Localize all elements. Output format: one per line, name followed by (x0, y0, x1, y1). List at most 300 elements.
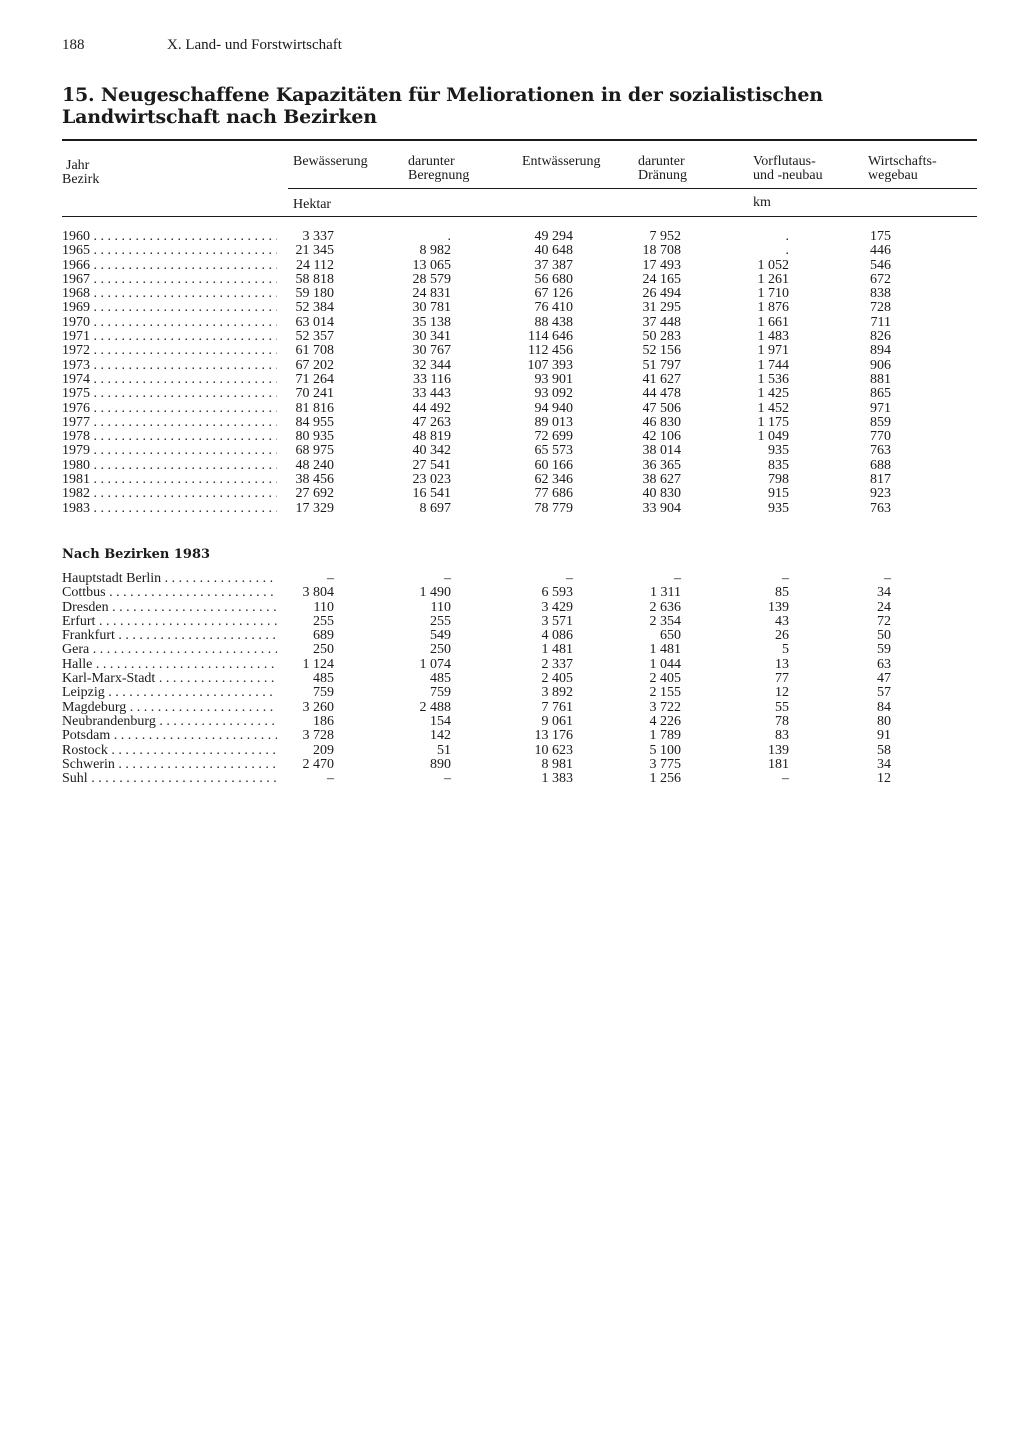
table-cell: 34 (877, 585, 891, 601)
table-cell: – (884, 571, 891, 586)
table-cell: 47 (877, 671, 891, 687)
table-cell: 52 156 (642, 343, 681, 359)
header-bottom-rule (62, 216, 977, 217)
table-cell: 21 345 (295, 243, 334, 259)
row-label: Erfurt . . . (62, 615, 277, 629)
table-cell: 62 346 (534, 472, 573, 488)
row-label: Dresden . . . (62, 601, 277, 615)
table-cell: 549 (430, 628, 451, 644)
table-cell: 18 708 (642, 243, 681, 259)
table-cell: 31 295 (642, 300, 681, 316)
table-cell: 894 (870, 343, 891, 359)
table-cell: 48 819 (412, 429, 451, 445)
table-cell: 47 506 (642, 400, 681, 416)
table-cell: 76 410 (534, 300, 573, 316)
table-cell: 110 (430, 599, 451, 615)
table-cell: 37 387 (534, 257, 573, 273)
table-cell: 88 438 (534, 314, 573, 330)
table-cell: 1 789 (649, 728, 681, 744)
row-label: 1960 . . . (62, 230, 277, 244)
table-cell: 826 (870, 329, 891, 345)
row-label: Leipzig . . . (62, 686, 277, 700)
table-cell: 5 (782, 642, 789, 658)
table-cell: 1 876 (757, 300, 789, 316)
table-cell: 112 456 (528, 343, 573, 359)
section-title: Nach Bezirken 1983 (62, 547, 211, 562)
row-label: Rostock . . . (62, 744, 277, 758)
table-cell: 33 116 (413, 371, 451, 387)
table-cell: – (566, 571, 573, 586)
table-cell: 8 982 (419, 243, 451, 259)
table-cell: 114 646 (528, 329, 573, 345)
table-cell: 32 344 (412, 357, 451, 373)
header-row-label-2: Bezirk (62, 172, 100, 187)
table-cell: 1 256 (649, 771, 681, 787)
table-cell: 70 241 (295, 386, 334, 402)
table-cell: 4 086 (541, 628, 573, 644)
table-row (62, 758, 977, 772)
table-cell: 37 448 (642, 314, 681, 330)
table-cell: 27 692 (295, 486, 334, 502)
header-darunter-1: darunter (408, 154, 455, 169)
unit-rule (288, 188, 977, 189)
table-cell: 186 (313, 713, 334, 729)
table-row (62, 402, 977, 416)
unit-km: km (753, 195, 771, 210)
table-cell: 38 014 (642, 443, 681, 459)
row-label: 1977 . . . (62, 416, 277, 430)
row-label: 1972 . . . (62, 344, 277, 358)
table-cell: 40 342 (412, 443, 451, 459)
table-cell: . (785, 229, 789, 244)
table-cell: 759 (430, 685, 451, 701)
table-cell: 51 (437, 742, 451, 758)
table-row (62, 629, 977, 643)
table-row (62, 287, 977, 301)
table-cell: – (782, 771, 789, 787)
table-cell: 46 830 (642, 414, 681, 430)
row-label: Cottbus . . . (62, 586, 277, 600)
table-cell: 67 126 (534, 286, 573, 302)
table-row (62, 430, 977, 444)
row-label: 1981 . . . (62, 473, 277, 487)
table-cell: 1 175 (757, 414, 789, 430)
table-cell: 94 940 (534, 400, 573, 416)
table-cell: 16 541 (412, 486, 451, 502)
row-label: 1966 . . . (62, 259, 277, 273)
table-cell: 3 260 (302, 699, 334, 715)
table-cell: 65 573 (534, 443, 573, 459)
table-cell: 24 (877, 599, 891, 615)
row-label: 1967 . . . (62, 273, 277, 287)
table-cell: 3 571 (541, 613, 573, 629)
table-cell: 33 443 (412, 386, 451, 402)
table-cell: 817 (870, 472, 891, 488)
table-cell: 3 728 (302, 728, 334, 744)
table-cell: 41 627 (642, 371, 681, 387)
table-cell: 3 722 (649, 699, 681, 715)
table-cell: 55 (775, 699, 789, 715)
table-cell: 49 294 (534, 229, 573, 244)
table-cell: 798 (768, 472, 789, 488)
table-row (62, 729, 977, 743)
table-cell: 1 490 (419, 585, 451, 601)
table-cell: 83 (775, 728, 789, 744)
row-label: Magdeburg . . . (62, 701, 277, 715)
table-cell: 77 (775, 671, 789, 687)
table-cell: 688 (870, 457, 891, 473)
table-cell: 1 049 (757, 429, 789, 445)
table-cell: – (444, 771, 451, 787)
table-cell: 43 (775, 613, 789, 629)
table-cell: 71 264 (295, 371, 334, 387)
table-title: 15. Neugeschaffene Kapazitäten für Meliorationen in der sozialistischen Landwirtschaft nach Bezirken (62, 84, 823, 128)
table-row (62, 373, 977, 387)
table-cell: 42 106 (642, 429, 681, 445)
table-cell: 923 (870, 486, 891, 502)
table-cell: 4 226 (649, 713, 681, 729)
table-cell: 255 (313, 613, 334, 629)
table-cell: – (674, 571, 681, 586)
table-cell: 971 (870, 400, 891, 416)
table-row (62, 615, 977, 629)
table-cell: 1 452 (757, 400, 789, 416)
table-cell: – (782, 571, 789, 586)
table-row (62, 230, 977, 244)
row-label: 1973 . . . (62, 359, 277, 373)
table-cell: 6 593 (541, 585, 573, 601)
row-label: 1980 . . . (62, 459, 277, 473)
table-row (62, 572, 977, 586)
table-cell: 89 013 (534, 414, 573, 430)
table-cell: 139 (768, 742, 789, 758)
header-darunter-2: darunter (638, 154, 685, 169)
table-cell: 1 383 (541, 771, 573, 787)
table-row (62, 658, 977, 672)
table-cell: 1 483 (757, 329, 789, 345)
table-cell: 68 975 (295, 443, 334, 459)
table-cell: 1 074 (419, 656, 451, 672)
table-cell: 30 341 (412, 329, 451, 345)
table-cell: 1 710 (757, 286, 789, 302)
table-cell: 17 329 (295, 500, 334, 516)
table-cell: 763 (870, 500, 891, 516)
row-label: 1976 . . . (62, 402, 277, 416)
table-cell: 250 (313, 642, 334, 658)
header-entwaesserung: Entwässerung (522, 154, 601, 169)
table-row (62, 316, 977, 330)
table-cell: 59 180 (295, 286, 334, 302)
table-cell: 85 (775, 585, 789, 601)
table-cell: 1 261 (757, 271, 789, 287)
row-label: 1974 . . . (62, 373, 277, 387)
table-cell: 61 708 (295, 343, 334, 359)
header-beregnung: Beregnung (408, 168, 470, 183)
row-label: 1983 . . . (62, 502, 277, 516)
table-cell: 24 831 (412, 286, 451, 302)
table-cell: 881 (870, 371, 891, 387)
table-cell: 1 044 (649, 656, 681, 672)
table-row (62, 344, 977, 358)
table-cell: 935 (768, 500, 789, 516)
table-cell: 209 (313, 742, 334, 758)
header-draenung: Dränung (638, 168, 687, 183)
table-cell: 78 (775, 713, 789, 729)
unit-hektar: Hektar (293, 197, 332, 212)
table-cell: 770 (870, 429, 891, 445)
row-label: Neubrandenburg . . . (62, 715, 277, 729)
table-cell: 5 100 (649, 742, 681, 758)
table-cell: 12 (775, 685, 789, 701)
table-cell: . (447, 229, 451, 244)
table-cell: 28 579 (412, 271, 451, 287)
table-cell: 24 165 (642, 271, 681, 287)
table-row (62, 601, 977, 615)
table-cell: 40 648 (534, 243, 573, 259)
table-cell: 3 337 (302, 229, 334, 244)
page-header (62, 37, 342, 54)
table-cell: 728 (870, 300, 891, 316)
table-cell: 52 357 (295, 329, 334, 345)
table-row (62, 301, 977, 315)
table-row (62, 502, 977, 516)
table-cell: 63 014 (295, 314, 334, 330)
table-cell: 906 (870, 357, 891, 373)
row-label: 1979 . . . (62, 444, 277, 458)
table-cell: 672 (870, 271, 891, 287)
table-cell: 93 901 (534, 371, 573, 387)
table-cell: 51 797 (642, 357, 681, 373)
table-cell: 139 (768, 599, 789, 615)
table-cell: 91 (877, 728, 891, 744)
table-cell: 1 744 (757, 357, 789, 373)
table-cell: 30 781 (412, 300, 451, 316)
table-cell: 250 (430, 642, 451, 658)
header-row-label-1: Jahr (66, 158, 90, 173)
table-cell: 2 155 (649, 685, 681, 701)
top-rule (62, 139, 977, 141)
table-cell: 154 (430, 713, 451, 729)
table-cell: 2 488 (419, 699, 451, 715)
table-cell: 17 493 (642, 257, 681, 273)
table-cell: 446 (870, 243, 891, 259)
row-label: Suhl . . . (62, 772, 277, 786)
table-cell: 711 (870, 314, 891, 330)
row-label: 1970 . . . (62, 316, 277, 330)
table-cell: 35 138 (412, 314, 451, 330)
table-cell: 81 816 (295, 400, 334, 416)
table-cell: 78 779 (534, 500, 573, 516)
table-cell: 1 971 (757, 343, 789, 359)
table-cell: 3 804 (302, 585, 334, 601)
table-cell: – (327, 571, 334, 586)
table-cell: 44 492 (412, 400, 451, 416)
table-cell: 890 (430, 756, 451, 772)
table-cell: 1 481 (541, 642, 573, 658)
table-cell: 763 (870, 443, 891, 459)
row-label: 1969 . . . (62, 301, 277, 315)
table-cell: 859 (870, 414, 891, 430)
table-cell: 8 981 (541, 756, 573, 772)
table-row (62, 772, 977, 786)
table-cell: 3 892 (541, 685, 573, 701)
table-cell: 26 (775, 628, 789, 644)
table-cell: 3 775 (649, 756, 681, 772)
row-label: 1975 . . . (62, 387, 277, 401)
table-cell: 13 176 (534, 728, 573, 744)
table-cell: 80 935 (295, 429, 334, 445)
table-cell: 52 384 (295, 300, 334, 316)
table-cell: 48 240 (295, 457, 334, 473)
table-cell: 63 (877, 656, 891, 672)
table-cell: 485 (430, 671, 451, 687)
header-vorflut-1: Vorflutaus- (753, 154, 816, 169)
districts-table (62, 572, 977, 786)
table-cell: 2 636 (649, 599, 681, 615)
table-cell: 24 112 (296, 257, 334, 273)
table-cell: 7 952 (649, 229, 681, 244)
table-row (62, 473, 977, 487)
header-bewaesserung: Bewässerung (293, 154, 368, 169)
table-row (62, 359, 977, 373)
table-cell: 10 623 (534, 742, 573, 758)
table-cell: . (785, 243, 789, 259)
row-label: 1978 . . . (62, 430, 277, 444)
table-cell: 835 (768, 457, 789, 473)
table-cell: 12 (877, 771, 891, 787)
table-cell: 50 283 (642, 329, 681, 345)
table-cell: – (444, 571, 451, 586)
row-label: Halle . . . (62, 658, 277, 672)
table-cell: 33 904 (642, 500, 681, 516)
table-cell: 2 354 (649, 613, 681, 629)
table-cell: 2 405 (541, 671, 573, 687)
table-cell: 650 (660, 628, 681, 644)
table-row (62, 259, 977, 273)
table-row (62, 686, 977, 700)
table-cell: 26 494 (642, 286, 681, 302)
row-label: Frankfurt . . . (62, 629, 277, 643)
table-cell: 84 (877, 699, 891, 715)
table-cell: 3 429 (541, 599, 573, 615)
row-label: 1968 . . . (62, 287, 277, 301)
table-cell: 1 481 (649, 642, 681, 658)
table-cell: 7 761 (541, 699, 573, 715)
table-cell: 50 (877, 628, 891, 644)
table-cell: 689 (313, 628, 334, 644)
table-cell: 181 (768, 756, 789, 772)
table-cell: 58 818 (295, 271, 334, 287)
table-cell: 1 425 (757, 386, 789, 402)
table-cell: 72 699 (534, 429, 573, 445)
table-cell: 36 365 (642, 457, 681, 473)
table-cell: 255 (430, 613, 451, 629)
table-cell: – (327, 771, 334, 787)
row-label: 1971 . . . (62, 330, 277, 344)
header-vorflut-2: und -neubau (753, 168, 823, 183)
row-label: Hauptstadt Berlin . . . (62, 572, 277, 586)
table-cell: 1 536 (757, 371, 789, 387)
row-label: Gera . . . (62, 643, 277, 657)
table-cell: 2 470 (302, 756, 334, 772)
table-row (62, 643, 977, 657)
table-cell: 2 337 (541, 656, 573, 672)
table-cell: 142 (430, 728, 451, 744)
row-label: Potsdam . . . (62, 729, 277, 743)
table-cell: 44 478 (642, 386, 681, 402)
table-cell: 60 166 (534, 457, 573, 473)
table-cell: 1 661 (757, 314, 789, 330)
table-cell: 865 (870, 386, 891, 402)
table-cell: 485 (313, 671, 334, 687)
header-wirtschaft-2: wegebau (868, 168, 918, 183)
table-cell: 1 052 (757, 257, 789, 273)
table-cell: 80 (877, 713, 891, 729)
table-cell: 38 456 (295, 472, 334, 488)
table-cell: 546 (870, 257, 891, 273)
table-cell: 9 061 (541, 713, 573, 729)
table-cell: 40 830 (642, 486, 681, 502)
table-cell: 57 (877, 685, 891, 701)
table-cell: 67 202 (295, 357, 334, 373)
table-row (62, 586, 977, 600)
row-label: 1965 . . . (62, 244, 277, 258)
table-row (62, 416, 977, 430)
table-cell: 56 680 (534, 271, 573, 287)
table-cell: 175 (870, 229, 891, 244)
table-row (62, 744, 977, 758)
table-cell: 77 686 (534, 486, 573, 502)
table-row (62, 487, 977, 501)
table-row (62, 701, 977, 715)
table-cell: 58 (877, 742, 891, 758)
table-cell: 935 (768, 443, 789, 459)
row-label: 1982 . . . (62, 487, 277, 501)
table-cell: 72 (877, 613, 891, 629)
table-cell: 47 263 (412, 414, 451, 430)
table-cell: 84 955 (295, 414, 334, 430)
table-row (62, 444, 977, 458)
table-row (62, 672, 977, 686)
table-cell: 13 065 (412, 257, 451, 273)
row-label: Schwerin . . . (62, 758, 277, 772)
table-cell: 110 (313, 599, 334, 615)
table-cell: 38 627 (642, 472, 681, 488)
table-row (62, 273, 977, 287)
table-cell: 1 311 (650, 585, 681, 601)
table-cell: 759 (313, 685, 334, 701)
table-row (62, 459, 977, 473)
table-cell: 107 393 (527, 357, 573, 373)
table-cell: 13 (775, 656, 789, 672)
table-cell: 8 697 (419, 500, 451, 516)
table-cell: 838 (870, 286, 891, 302)
table-row (62, 244, 977, 258)
years-table (62, 230, 977, 516)
table-cell: 915 (768, 486, 789, 502)
page-number: 188 (62, 37, 85, 53)
table-cell: 34 (877, 756, 891, 772)
table-cell: 23 023 (412, 472, 451, 488)
row-label: Karl-Marx-Stadt . . . (62, 672, 277, 686)
table-cell: 2 405 (649, 671, 681, 687)
header-wirtschaft-1: Wirtschafts- (868, 154, 937, 169)
table-cell: 93 092 (534, 386, 573, 402)
table-cell: 30 767 (412, 343, 451, 359)
table-row (62, 387, 977, 401)
table-row (62, 715, 977, 729)
table-row (62, 330, 977, 344)
